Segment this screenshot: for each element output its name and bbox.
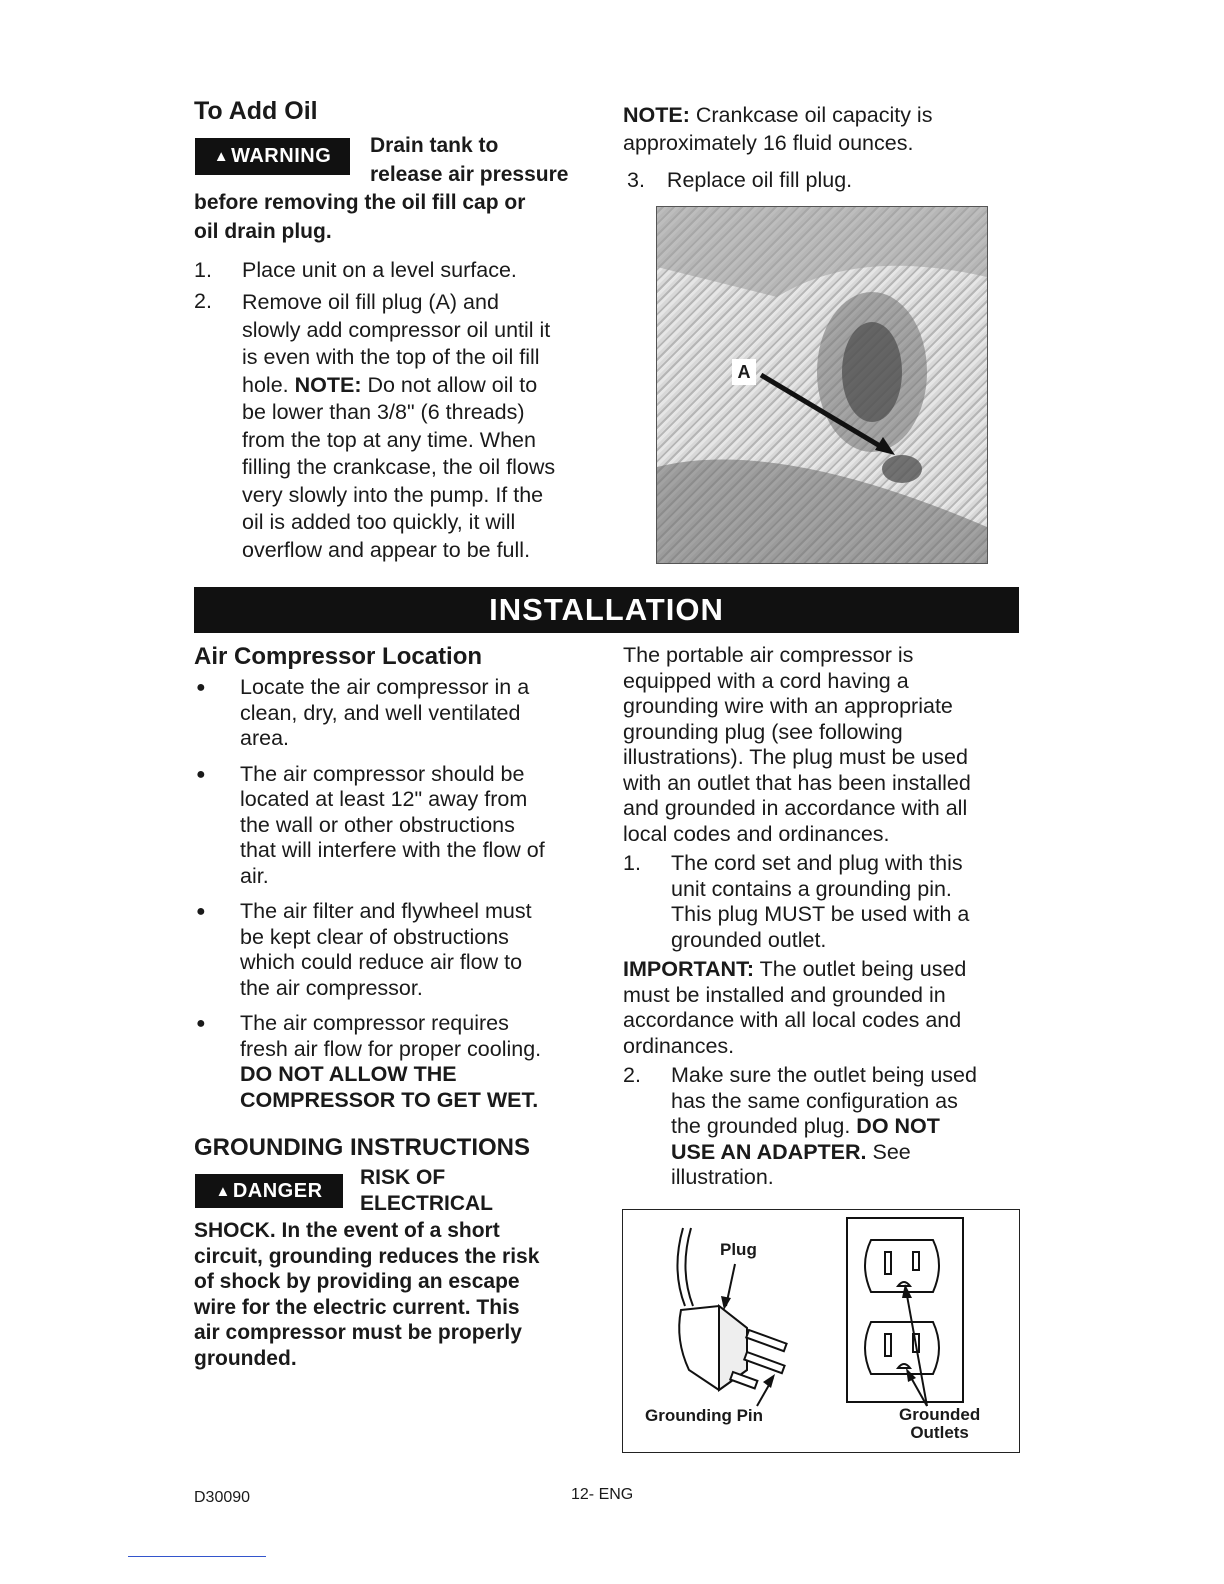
outlets-label-line: Outlets [910,1423,969,1442]
danger-badge-label: DANGER [232,1179,323,1202]
grounded-outlets-label [899,1406,980,1442]
warning-text-1: Drain tank to [370,134,499,157]
danger-text-body [194,1218,539,1372]
important-note [623,957,1023,1059]
note-text: Crankcase oil capacity is [689,103,933,127]
bullet-line: the wall or other obstructions [240,812,515,837]
oil-steps-list [194,258,594,564]
step-line: oil is added too quickly, it will [242,510,516,534]
footer-rule [128,1556,266,1557]
step-line: This plug MUST be used with a [671,902,970,926]
bullet-line: area. [240,726,290,750]
bullet-line: Locate the air compressor in a [240,675,530,699]
intro-line: with an outlet that has been installed [623,770,971,795]
installation-intro [623,643,1023,847]
bullet-bold-line: COMPRESSOR TO GET WET. [240,1087,539,1112]
step-line: The cord set and plug with this [671,851,963,875]
bullet-line: which could reduce air flow to [240,950,523,974]
step-text: Place unit on a level surface. [242,258,517,282]
step-line: be lower than 3/8" (6 threads) [242,400,525,424]
danger-line: of shock by providing an escape [194,1270,520,1294]
step-line: hole. NOTE: Do not allow oil to [242,372,538,397]
step-number: 1. [194,258,212,282]
crankcase-note [623,103,932,156]
step-number: 2. [623,1063,641,1087]
intro-line: equipped with a cord having a [623,668,909,693]
danger-line: SHOCK. In the event of a short [194,1219,500,1242]
bullet-line: that will interfere with the flow of [240,838,545,862]
oil-step-1 [194,258,594,289]
bullet-line: The air filter and flywheel must [240,899,532,923]
danger-line: grounded. [194,1346,297,1370]
page-number: 12- ENG [571,1486,634,1503]
danger-line: wire for the electric current. This [194,1295,520,1319]
step-number: 1. [623,851,641,875]
note-text-2: approximately 16 fluid ounces. [623,130,914,155]
section-title-add-oil: To Add Oil [194,97,318,125]
step-line: Make sure the outlet being used [671,1063,977,1087]
warning-text-2: release air pressure [370,163,569,186]
callout-label-a: A [732,359,756,385]
important-label: IMPORTANT: [623,957,754,981]
location-bullets [196,675,596,1113]
location-bullet-4 [196,1011,596,1113]
bullet-bold-line: DO NOT ALLOW THE [240,1062,457,1086]
step-number: 3. [627,168,645,192]
grounding-step-1 [623,851,1023,953]
step-line: grounded outlet. [671,927,827,952]
danger-triangle-icon: ▲ [215,1182,231,1200]
warning-badge [195,138,350,175]
warning-triangle-icon: ▲ [213,148,230,165]
warning-badge-label: WARNING [231,145,332,167]
danger-text-1: RISK OF [360,1166,446,1189]
step-line: slowly add compressor oil until it [242,317,551,342]
step-line: Remove oil fill plug (A) and [242,290,499,314]
important-line: accordance with all local codes and [623,1008,962,1032]
step-line: illustration. [671,1165,774,1189]
bullet-line: The air compressor requires [240,1011,509,1035]
step-text: Replace oil fill plug. [666,168,853,192]
bullet-icon: ● [196,765,206,783]
grounding-title: GROUNDING INSTRUCTIONS [194,1134,530,1161]
bullet-line: air. [240,863,269,888]
note-label: NOTE: [623,103,690,127]
intro-line: local codes and ordinances. [623,821,890,846]
danger-line: circuit, grounding reduces the risk [194,1244,540,1268]
location-title: Air Compressor Location [194,643,483,670]
plug-label: Plug [720,1240,757,1259]
oil-step-3 [627,168,852,194]
intro-line: The portable air compressor is [623,643,914,667]
oil-step-2 [194,289,594,564]
step-line: overflow and appear to be full. [242,537,531,562]
step-line: from the top at any time. When [242,427,536,452]
warning-text-4: oil drain plug. [194,220,332,243]
plug-outlet-figure [622,1209,1020,1453]
step-line-bold: DO NOT [856,1114,940,1138]
important-text: The outlet being used [753,957,967,981]
step-line: unit contains a grounding pin. [671,876,952,901]
step-line-bold: USE AN ADAPTER. [671,1139,867,1164]
intro-line: and grounded in accordance with all [623,796,968,820]
bullet-line: The air compressor should be [240,761,525,786]
danger-line: air compressor must be properly [194,1321,522,1345]
important-line: ordinances. [623,1033,735,1058]
intro-line: grounding wire with an appropriate [623,694,953,718]
step-line: very slowly into the pump. If the [242,482,544,507]
bullet-line: be kept clear of obstructions [240,924,509,949]
bullet-line: fresh air flow for proper cooling. [240,1036,542,1061]
bullet-line: located at least 12" away from [240,787,528,811]
step-number: 2. [194,289,212,313]
step-line: is even with the top of the oil fill [242,345,540,369]
bullet-line: clean, dry, and well ventilated [240,700,521,725]
intro-line: illustrations). The plug must be used [623,745,968,769]
intro-line: grounding plug (see following [623,719,903,744]
oil-fill-plug-photo [656,206,988,564]
location-bullet-2 [196,762,596,890]
location-bullet-1 [196,675,596,752]
installation-banner: INSTALLATION [194,587,1019,633]
bullet-icon: ● [196,903,206,920]
location-bullet-3 [196,899,596,1001]
danger-badge [195,1174,343,1208]
grounding-step-2 [623,1063,1023,1191]
step-line-part: See [866,1139,911,1164]
bullet-line: the air compressor. [240,975,423,1000]
bullet-icon: ● [196,679,206,696]
step-line: has the same configuration as [671,1088,958,1113]
danger-text-2: ELECTRICAL [360,1192,493,1215]
step-line-part: the grounded plug. [671,1114,857,1138]
document-code: D30090 [194,1489,251,1506]
warning-text-3: before removing the oil fill cap or [194,191,526,214]
bullet-icon: ● [196,1015,206,1032]
important-line: must be installed and grounded in [623,982,946,1007]
photo-overlay [657,207,987,563]
step-line: filling the crankcase, the oil flows [242,455,556,479]
outlets-label-line: Grounded [899,1405,981,1424]
grounding-pin-label: Grounding Pin [645,1406,764,1425]
